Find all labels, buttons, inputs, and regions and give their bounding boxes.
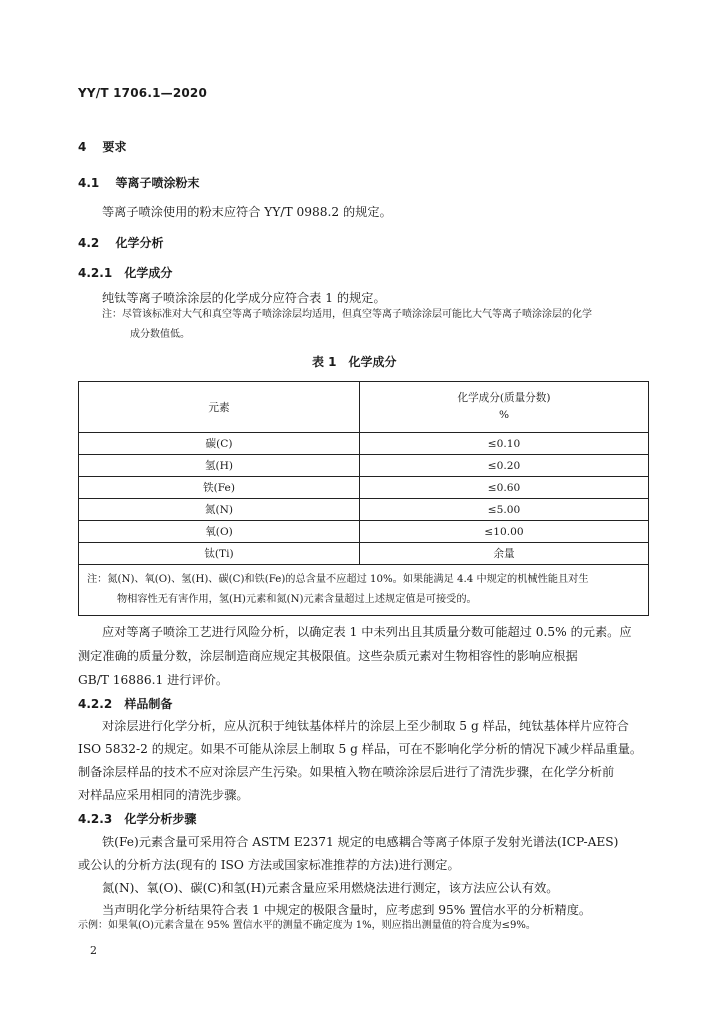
table-cell-value: ≤0.10 [360,433,649,455]
table-row [79,521,649,543]
analysis-procedure-line1: 铁(Fe)元素含量可采用符合 ASTM E2371 规定的电感耦合等离子体原子发射光谱法(ICP-AES) [102,835,619,849]
sample-prep-line1: 对涂层进行化学分析，应从沉积于纯钛基体样片的涂层上至少制取 5 g 样品，纯钛基体样片应符合 [102,719,629,733]
section-4-title: 要求 [102,140,127,154]
risk-analysis-line3: GB/T 16886.1 进行评价。 [78,673,229,687]
table-row [79,433,649,455]
analysis-procedure-line4: 当声明化学分析结果符合表 1 中规定的极限含量时，应考虑到 95% 置信水平的分析精度。 [102,903,592,917]
section-4-heading [78,138,127,155]
table-cell-element: 氢(H) [79,455,360,477]
section-4-1-title: 等离子喷涂粉末 [115,176,200,190]
section-4-2-1-number: 4.2.1 [78,266,113,280]
analysis-example: 示例：如果氧(O)元素含量在 95% 置信水平的测量不确定度为 1%，则应指出测量值的符合度为≤9%。 [78,920,536,931]
table-cell-value: ≤0.20 [360,455,649,477]
table-header-element: 元素 [79,382,360,433]
page-number: 2 [90,944,97,957]
section-4-2-heading [78,234,163,251]
section-4-1-paragraph: 等离子喷涂使用的粉末应符合 YY/T 0988.2 的规定。 [102,205,392,219]
section-4-2-number: 4.2 [78,236,100,250]
section-4-1-heading [78,174,199,191]
table-cell-element: 钛(Ti) [79,543,360,565]
section-4-2-1-note-line1: 注：尽管该标准对大气和真空等离子喷涂涂层均适用，但真空等离子喷涂涂层可能比大气等离子喷涂涂层的化学 [102,309,592,320]
table-note [79,565,649,616]
table-cell-element: 铁(Fe) [79,477,360,499]
table-header-composition-line1: 化学成分(质量分数) [457,392,551,404]
table-cell-value: ≤5.00 [360,499,649,521]
table-row [79,499,649,521]
table-cell-element: 碳(C) [79,433,360,455]
table-row [79,543,649,565]
section-4-number: 4 [78,140,87,154]
table-header-composition-unit: % [498,409,510,421]
table-1-caption: 表 1 化学成分 [312,355,397,369]
table-cell-element: 氮(N) [79,499,360,521]
section-4-2-1-title: 化学成分 [124,266,173,280]
table-cell-value: 余量 [360,543,649,565]
sample-prep-line3: 制备涂层样品的技术不应对涂层产生污染。如果植入物在喷涂涂层后进行了清洗步骤，在化学分析前 [78,765,615,779]
sample-prep-line2: ISO 5832-2 的规定。如果不可能从涂层上制取 5 g 样品，可在不影响化学分析的情况下减少样品重量。 [78,742,643,756]
table-note-line1: 注：氮(N)、氧(O)、氢(H)、碳(C)和铁(Fe)的总含量不应超过 10%。如果能满足 4.4 中规定的机械性能且对生 [87,574,589,585]
section-4-2-2-title: 样品制备 [124,697,173,711]
analysis-procedure-line3: 氮(N)、氧(O)、碳(C)和氢(H)元素含量应采用燃烧法进行测定，该方法应公认有效。 [102,881,559,895]
section-4-2-1-paragraph: 纯钛等离子喷涂涂层的化学成分应符合表 1 的规定。 [102,291,386,305]
chemical-composition-table [78,381,649,616]
section-4-2-3-title: 化学分析步骤 [124,812,197,826]
section-4-2-3-heading [78,810,196,827]
section-4-2-1-note-line2: 成分数值低。 [130,329,190,340]
table-row [79,477,649,499]
table-cell-element: 氧(O) [79,521,360,543]
table-note-line2: 物相容性无有害作用，氢(H)元素和氮(N)元素含量超过上述规定值是可接受的。 [117,594,477,605]
table-row [79,455,649,477]
table-note-row [79,565,649,616]
section-4-2-1-heading [78,264,172,281]
section-4-2-title: 化学分析 [115,236,164,250]
section-4-2-2-number: 4.2.2 [78,697,113,711]
analysis-procedure-line2: 或公认的分析方法(现有的 ISO 方法或国家标准推荐的方法)进行测定。 [78,858,460,872]
table-header-row [79,382,649,433]
risk-analysis-line1: 应对等离子喷涂工艺进行风险分析，以确定表 1 中未列出且其质量分数可能超过 0.5% 的元素。应 [102,625,632,639]
table-header-composition [360,382,649,433]
table-cell-value: ≤0.60 [360,477,649,499]
section-4-2-2-heading [78,695,172,712]
risk-analysis-line2: 测定准确的质量分数，涂层制造商应规定其极限值。这些杂质元素对生物相容性的影响应根据 [78,649,578,663]
section-4-2-3-number: 4.2.3 [78,812,113,826]
standard-number: YY/T 1706.1—2020 [78,86,208,100]
table-cell-value: ≤10.00 [360,521,649,543]
sample-prep-line4: 对样品应采用相同的清洗步骤。 [78,788,249,802]
section-4-1-number: 4.1 [78,176,100,190]
